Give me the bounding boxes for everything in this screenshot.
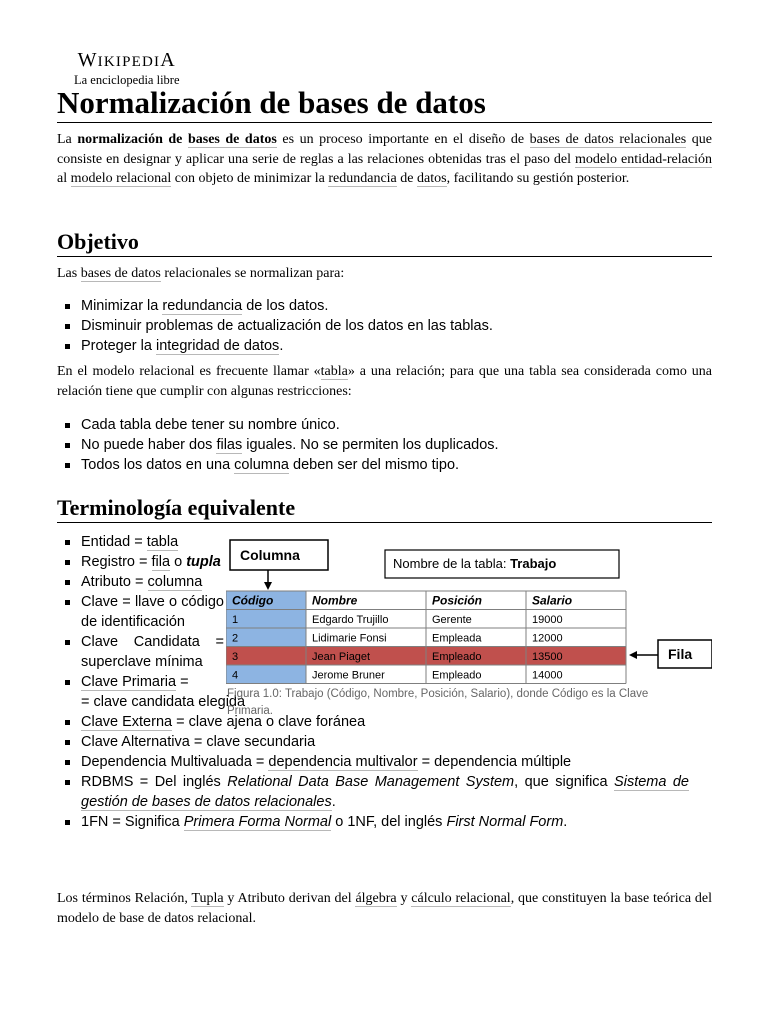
- list-item: Dependencia Multivaluada = dependencia multivalor = dependencia múltiple: [57, 752, 712, 772]
- link-redundancia[interactable]: redundancia: [328, 171, 397, 186]
- list-item: Entidad = tabla: [57, 532, 712, 552]
- table-diagram: [226, 538, 712, 686]
- table-cell: 13500: [532, 651, 563, 663]
- logo-wordmark: WIKIPEDIA: [77, 49, 176, 71]
- table-cell: Jean Piaget: [312, 651, 371, 663]
- link-bases-de-datos-2[interactable]: bases de datos: [80, 266, 161, 281]
- link-modelo-relacional[interactable]: modelo relacional: [70, 171, 172, 186]
- logo-tagline: La enciclopedia libre: [74, 73, 180, 87]
- table-cell: Lidimarie Fonsi: [312, 632, 387, 645]
- list-item: Minimizar la redundancia de los datos.: [57, 296, 712, 316]
- table-cell: Jerome Bruner: [312, 669, 385, 682]
- table-cell: Empleado: [432, 669, 482, 682]
- link-columna-2[interactable]: columna: [147, 574, 203, 590]
- list-item: RDBMS = Del inglés Relational Data Base Management System, que significa Sistema de gestión de bases de datos relacionales.: [57, 772, 689, 812]
- link-sgbd-relacionales[interactable]: Sistema de gestión de bases de datos relacionales: [81, 774, 689, 810]
- list-item: Clave = llave o código de identificación: [57, 592, 712, 632]
- columna-label: Columna: [240, 547, 300, 563]
- table-cell: 4: [232, 669, 239, 682]
- fila-arrow-head: [629, 651, 637, 659]
- figure-trabajo: [226, 538, 712, 724]
- table-cell: Edgardo Trujillo: [312, 614, 389, 626]
- list-item: Disminuir problemas de actualización de los datos en las tablas.: [57, 316, 712, 336]
- link-primera-forma-normal[interactable]: Primera Forma Normal: [183, 814, 332, 830]
- list-item: Cada tabla debe tener su nombre único.: [57, 415, 712, 435]
- table-cell: Empleada: [432, 632, 482, 645]
- table-header-cell: Código: [232, 593, 274, 608]
- closing-paragraph: Los términos Relación, Tupla y Atributo derivan del álgebra y cálculo relacional, que constituyen la base teórica del modelo de base de datos relacional.: [57, 891, 712, 926]
- figure-caption: Figura 1.0: Trabajo (Código, Nombre, Posición, Salario), donde Código es la Clave Primaria.: [227, 688, 649, 717]
- table-cell: 2: [232, 632, 239, 645]
- list-item: Todos los datos en una columna deben ser del mismo tipo.: [57, 455, 712, 475]
- heading-objetivo: Objetivo: [57, 228, 712, 257]
- table-cell: 14000: [532, 669, 563, 682]
- link-integridad-datos[interactable]: integridad de datos: [155, 338, 280, 354]
- list-item: 1FN = Significa Primera Forma Normal o 1NF, del inglés First Normal Form.: [57, 812, 712, 832]
- table-cell: 3: [232, 651, 239, 663]
- list-item: Atributo = columna: [57, 572, 712, 592]
- link-tupla[interactable]: Tupla: [191, 891, 224, 906]
- list-item: Registro = fila o tupla: [57, 552, 712, 572]
- list-item: Clave Primaria = = clave candidata elegida: [57, 672, 712, 712]
- objetivo-list-2: [57, 415, 712, 475]
- link-filas[interactable]: filas: [216, 437, 243, 453]
- objetivo-list-1: [57, 296, 712, 356]
- heading-terminologia: Terminología equivalente: [57, 494, 712, 523]
- table-cell: Empleado: [432, 651, 482, 663]
- table-header-cell: Salario: [532, 593, 573, 608]
- link-clave-externa[interactable]: Clave Externa: [81, 714, 173, 730]
- primaria-desc: = clave candidata elegida: [81, 694, 246, 710]
- link-tabla-2[interactable]: tabla: [146, 534, 179, 550]
- link-fila[interactable]: fila: [151, 554, 171, 570]
- list-item: No puede haber dos filas iguales. No se permiten los duplicados.: [57, 435, 712, 455]
- link-algebra[interactable]: álgebra: [355, 891, 397, 906]
- list-item: Clave Alternativa = clave secundaria: [57, 732, 712, 752]
- list-item: Proteger la integridad de datos.: [57, 336, 712, 356]
- link-modelo-entidad-relacion[interactable]: modelo entidad-relación: [575, 151, 712, 167]
- table-cell: 19000: [532, 614, 563, 626]
- link-clave-primaria[interactable]: Clave Primaria: [81, 674, 177, 690]
- link-datos[interactable]: datos: [417, 171, 447, 186]
- link-columna[interactable]: columna: [234, 457, 289, 473]
- page-title: Normalización de bases de datos: [57, 84, 712, 123]
- fila-label: Fila: [668, 646, 693, 662]
- table-cell: 12000: [532, 632, 563, 645]
- list-item: Clave Externa = clave ajena o clave foránea: [57, 712, 712, 732]
- table-header-cell: Posición: [432, 593, 483, 608]
- table-header-cell: Nombre: [312, 593, 358, 608]
- link-bases-datos-relacionales[interactable]: bases de datos relacionales: [529, 132, 687, 147]
- data-table: [226, 591, 626, 684]
- link-calculo-relacional[interactable]: cálculo relacional: [411, 891, 511, 906]
- table-name-text: Nombre de la tabla: Trabajo: [393, 556, 557, 571]
- table-cell: Gerente: [432, 614, 472, 626]
- link-dependencia-multivalor[interactable]: dependencia multivalor: [268, 754, 418, 770]
- intro-paragraph: La normalización de bases de datos es un proceso importante en el diseño de bases de datos relacionales que consiste en designar y aplicar una serie de reglas a las relaciones obtenidas tras el paso del modelo entidad-relación al modelo relacional con objeto de minimizar la redundancia de datos, facilitando su gestión posterior.: [57, 132, 713, 186]
- list-item: Clave Candidata = superclave mínima: [57, 632, 712, 672]
- wikipedia-logo[interactable]: [74, 50, 180, 88]
- columna-arrow-head: [264, 582, 272, 590]
- link-tabla[interactable]: tabla: [320, 364, 348, 379]
- link-bases-de-datos[interactable]: bases de datos: [187, 132, 277, 147]
- objetivo-paragraph-2: En el modelo relacional es frecuente llamar «tabla» a una relación; para que una tabla sea considerada como una relación tiene que cumplir con algunas restricciones:: [57, 364, 712, 399]
- link-redundancia-2[interactable]: redundancia: [162, 298, 243, 314]
- objetivo-paragraph-1: Las bases de datos relacionales se normalizan para:: [57, 266, 345, 281]
- table-cell: 1: [232, 614, 239, 626]
